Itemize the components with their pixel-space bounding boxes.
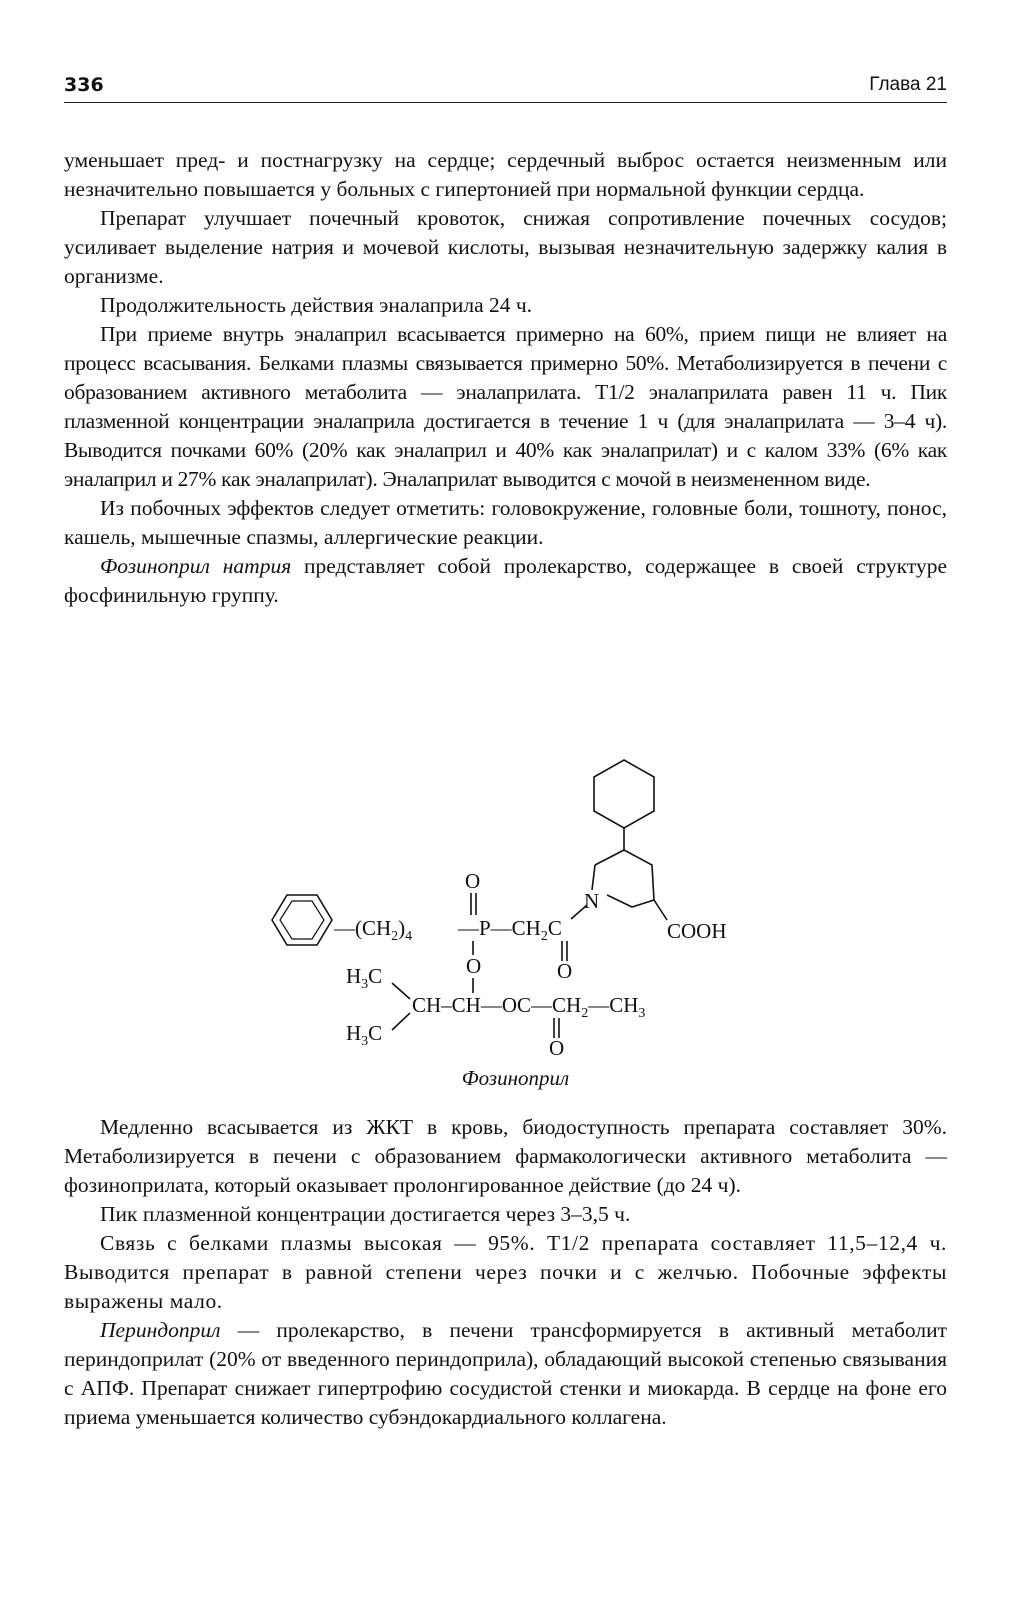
chapter-title: Глава 21 xyxy=(869,74,947,95)
structure-diagram xyxy=(262,755,762,1095)
paragraph: Продолжительность действия эналаприла 24 ч. xyxy=(100,293,533,317)
pyrrolidine-ring xyxy=(607,850,654,907)
side-chain-label: $CH-CH—OC—CH_2—CH_3$ xyxy=(412,993,646,1021)
oxygen-bottom: O xyxy=(549,1036,565,1060)
paragraph: При приеме внутрь эналаприл всасывается примерно на 60%, прием пищи не влияет на процесс всасывания. Белками плазмы связывается примерно 50%. Метаболизируется в печени с образованием активного метаболита — эналаприлата. T1/2 эналаприлата равен 11 ч. Пик плазменной концентрации эналаприла достигается в течение 1 ч (для эналаприлата — 3–4 ч). Выводится почками 60% (20% как эналаприл и 40% как эналаприлат) и с калом 33% (6% как эналаприл и 27% как эналаприлат). Эналаприлат выводится с мочой в неизмененном виде. xyxy=(64,322,947,491)
paragraph: Препарат улучшает почечный кровоток, снижая сопротивление почечных сосудов; усиливает выделение натрия и мочевой кислоты, вызывая незначительную задержку калия в организме. xyxy=(64,206,947,288)
page-number: 336 xyxy=(64,74,104,96)
text-block-top xyxy=(64,146,947,610)
paragraph: Пик плазменной концентрации достигается через 3–3,5 ч. xyxy=(100,1202,631,1226)
paragraph: Медленно всасывается из ЖКТ в кровь, биодоступность препарата составляет 30%. Метаболизируется в печени с образованием фармакологически активного метаболита — фозиноприлата, который оказывает пролонгированное действие (до 24 ч). xyxy=(64,1115,947,1197)
oxygen-carbonyl: O xyxy=(557,959,573,983)
benzene-ring xyxy=(272,895,332,945)
cyclohexane-ring xyxy=(594,760,654,828)
h3c-bottom-label: $H_3C$ xyxy=(346,1021,383,1049)
page-header xyxy=(64,74,947,103)
paragraph: Из побочных эффектов следует отметить: головокружение, головные боли, тошноту, понос, кашель, мышечные спазмы, аллергические реакции. xyxy=(64,496,947,549)
paragraph-text: представляет собой пролекарство, содержащее в своей структуре фосфинильную группу. xyxy=(64,554,947,607)
paragraph: Связь с белками плазмы высокая — 95%. T1/2 препарата составляет 11,5–12,4 ч. Выводится препарат в равной степени через почки и с желчью. Побочные эффекты выражены мало. xyxy=(64,1231,947,1313)
h3c-top-label: $H_3C$ xyxy=(346,964,383,992)
cooh-label: COOH xyxy=(667,919,727,943)
fosinopril-structure xyxy=(262,755,762,1095)
paragraph xyxy=(64,552,947,610)
bond xyxy=(392,983,410,999)
oxygen-top: O xyxy=(465,869,481,893)
bond xyxy=(595,850,624,865)
bond xyxy=(392,1013,410,1030)
benzene-inner xyxy=(280,901,324,939)
paragraph xyxy=(64,1316,947,1432)
drug-name: Периндоприл xyxy=(100,1318,221,1342)
text-block-bottom xyxy=(64,1113,947,1432)
nitrogen-label: N xyxy=(584,889,600,913)
ch2-4-label: $—(CH_2)_4$ xyxy=(334,916,413,944)
bond xyxy=(592,865,595,890)
drug-name: Фозиноприл натрия xyxy=(100,554,292,578)
structure-caption: Фозиноприл xyxy=(461,1066,570,1090)
paragraph: уменьшает пред- и постнагрузку на сердце; сердечный выброс остается неизменным или незначительно повышается у больных с гипертонией при нормальной функции сердца. xyxy=(64,148,947,201)
oxygen-mid: O xyxy=(466,954,482,978)
bond xyxy=(654,900,667,920)
paragraph-text: — пролекарство, в печени трансформируется в активный метаболит периндоприлат (20% от введенного периндоприла), обладающий высокой степенью связывания с АПФ. Препарат снижает гипертрофию сосудистой стенки и миокарда. В сердце на фоне его приема уменьшается количество субэндокардиального коллагена. xyxy=(64,1318,947,1429)
phosphorus-label: $—P—CH_2C$ xyxy=(458,916,562,944)
